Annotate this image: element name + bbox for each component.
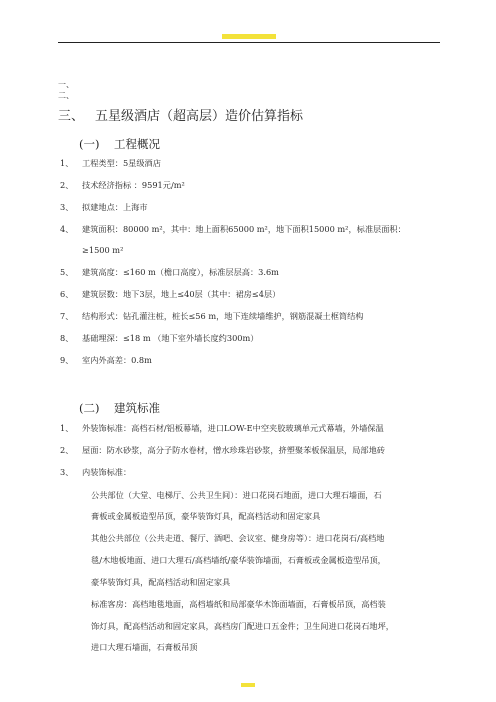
- standards-item-number: 1、: [60, 423, 74, 433]
- interior-paragraph-line: 膏板或金属板造型吊顶，豪华装饰灯具，配高档活动和固定家具: [91, 511, 321, 521]
- overview-item-number: 6、: [60, 289, 74, 299]
- section-one-label: 一、: [58, 80, 74, 89]
- standards-heading-number: (二): [79, 401, 100, 415]
- overview-item-number: 9、: [60, 355, 74, 365]
- overview-item-number: 5、: [60, 267, 74, 277]
- overview-item-number: 2、: [60, 180, 74, 190]
- overview-item-text: 结构形式：钻孔灌注桩，桩长≤56 m，地下连续墙维护，钢筋混凝土框筒结构: [82, 311, 364, 321]
- standards-item-number: 3、: [60, 467, 74, 477]
- standards-heading: 建筑标准: [114, 401, 160, 415]
- interior-paragraph-line: 毯/木地板地面、进口大理石/高档墙纸/豪华装饰墙面，石膏板或金属板造型吊顶，: [91, 555, 386, 565]
- overview-item-text: 拟建地点：上海市: [82, 202, 148, 212]
- header-highlight-mark: [222, 34, 276, 39]
- overview-item-text: 建筑高度：≤160 m（檐口高度），标准层层高：3.6m: [82, 267, 279, 277]
- section-three-number: 三、: [58, 109, 85, 124]
- overview-heading-number: (一): [79, 137, 100, 151]
- standards-item-text: 外装饰标准：高档石材/铝板幕墙，进口LOW-E中空夹胶玻璃单元式幕墙，外墙保温: [82, 423, 384, 433]
- overview-item-number: 3、: [60, 202, 74, 212]
- overview-item-text: 工程类型：5星级酒店: [82, 158, 161, 168]
- overview-item-text: 技术经济指标 ：9591元/m²: [82, 180, 185, 190]
- interior-paragraph-line: 标准客房：高档地毯地面，高档墙纸和局部豪华木饰面墙面，石膏板吊顶，高档装: [91, 599, 386, 609]
- interior-paragraph-line: 其他公共部位（公共走道、餐厅、酒吧、会议室、健身房等）：进口花岗石/高档地: [91, 533, 385, 543]
- overview-item-number: 7、: [60, 311, 74, 321]
- standards-item-text: 屋面：防水砂浆，高分子防水卷材，憎水珍珠岩砂浆，挤塑聚苯板保温层，局部地砖: [82, 445, 385, 455]
- overview-item-text: 室内外高差：0.8m: [82, 355, 152, 365]
- overview-item-number: 8、: [60, 333, 74, 343]
- interior-paragraph-line: 饰灯具，配高档活动和固定家具，高档房门配进口五金件；卫生间进口花岗石地坪，: [91, 621, 394, 631]
- overview-item-text: 建筑面积：80000 m²，其中：地上面积65000 m²，地下面积15000 m²，标准层面积：: [82, 224, 406, 234]
- interior-paragraph-line: 公共部位（大堂、电梯厅、公共卫生间）：进口花岗石地面，进口大理石墙面，石: [91, 490, 382, 500]
- header-rule: [58, 42, 440, 43]
- overview-item-text: ≥1500 m²: [82, 245, 124, 255]
- overview-item-number: 1、: [60, 158, 74, 168]
- overview-item-number: 4、: [60, 224, 74, 234]
- interior-paragraph-line: 进口大理石墙面，石膏板吊顶: [91, 642, 198, 652]
- overview-item-text: 基础埋深：≤18 m （地下室外墙长度约300m）: [82, 333, 259, 343]
- section-three-title: 五星级酒店（超高层）造价估算指标: [95, 109, 304, 124]
- standards-item-text: 内装饰标准：: [82, 467, 132, 477]
- section-two-label: 二、: [58, 91, 74, 100]
- standards-item-number: 2、: [60, 445, 74, 455]
- overview-item-text: 建筑层数：地下3层，地上≤40层（其中：裙房≤4层）: [82, 289, 281, 299]
- overview-heading: 工程概况: [114, 137, 160, 151]
- footer-highlight-mark: [241, 683, 255, 687]
- interior-paragraph-line: 豪华装饰灯具，配高档活动和固定家具: [91, 577, 231, 587]
